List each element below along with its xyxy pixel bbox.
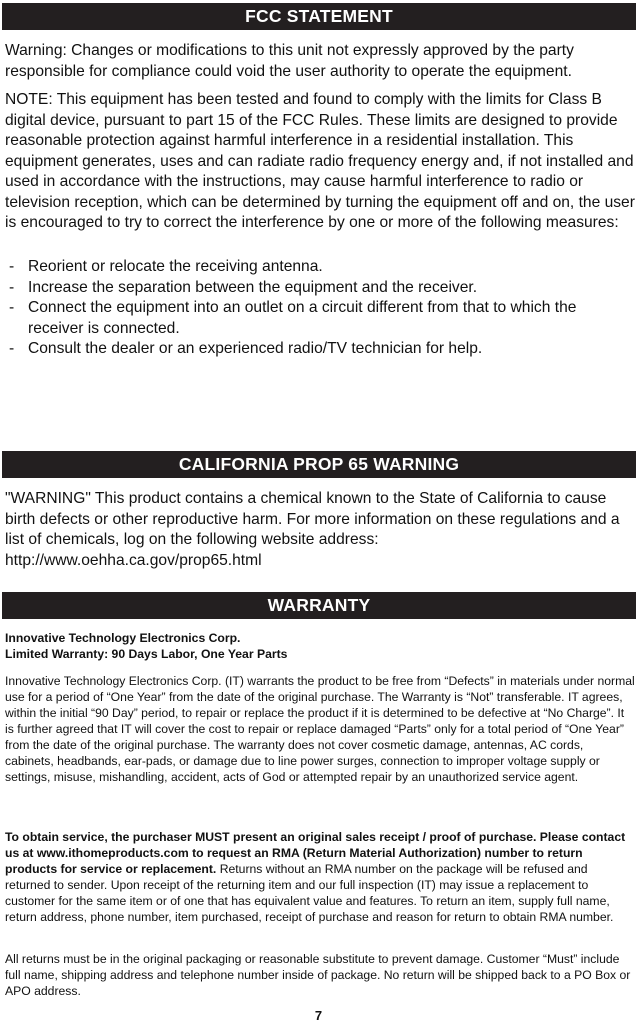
warranty-heading: WARRANTY [2, 592, 636, 619]
prop65-text: "WARNING" This product contains a chemical known to the State of California to cause birth defects or other reproductive harm. For more information on these regulations and a list of chemicals, log on the following website address: http://www.oehha.ca.gov/prop65.html [5, 490, 620, 569]
page-number: 7 [314, 1008, 323, 1023]
warranty-paragraph-3: All returns must be in the original packaging or reasonable substitute to prevent damage. Customer “Must” include full name, shipping address and telephone number inside of package. No return will be shipped back to a PO Box or APO address. [5, 952, 631, 998]
service-instructions: To obtain service, the purchaser MUST present an original sales receipt / proof of purchase. Please contact us at www.ithomeproducts.com to request an RMA (Return Material Authorization) number to return products for service or replacement. [5, 830, 626, 876]
company-name: Innovative Technology Electronics Corp. [5, 631, 241, 645]
prop65-heading: CALIFORNIA PROP 65 WARNING [2, 451, 636, 478]
bullet-dash: - [9, 340, 15, 357]
warranty-company [5, 630, 635, 662]
warranty-paragraph-2 [5, 829, 635, 925]
list-item [5, 257, 635, 278]
fcc-warning: Warning: Changes or modifications to this unit not expressly approved by the party responsible for compliance could void the user authority to operate the equipment. [5, 42, 574, 80]
bullet-dash: - [9, 278, 15, 296]
fcc-heading: FCC STATEMENT [2, 3, 636, 30]
warranty-paragraph-1: Innovative Technology Electronics Corp. (IT) warrants the product to be free from “Defects” in materials under normal use for a period of “One Year” from the date of the original purchase. The Warranty is “Not” transferable. IT agrees, within the initial “90 Day” period, to repair or replace the product if it is determined to be defective at “No Charge”. It is further agreed that IT will cover the cost to repair or replace damaged “Parts” only for a total period of “One Year” from the date of the original purchase. The warranty does not cover cosmetic damage, antennas, AC cords, cabinets, headbands, ear-pads, or damage due to line power surges, connection to improper voltage supply or settings, misuse, mishandling, accident, acts of God or attempted repair by an unauthorized service agent. [5, 674, 635, 784]
fcc-note: NOTE: This equipment has been tested and found to comply with the limits for Class B digital device, pursuant to part 15 of the FCC Rules. These limits are designed to provide reasonable protection against harmful interference in a residential installation. This equipment generates, uses and can radiate radio frequency energy and, if not installed and used in accordance with the instructions, may cause harmful interference to radio or television reception, which can be determined by turning the equipment off and on, the user is encouraged to try to correct the interference by one or more of the following measures: [5, 91, 635, 231]
list-item [5, 278, 635, 299]
measure-text: Consult the dealer or an experienced radio/TV technician for help. [28, 340, 483, 357]
return-policy: Returns without an RMA number on the package will be refused and returned to sender. Upon receipt of the returning item and our full inspection (IT) may issue a replacement to customer for the same item or of one that has equivalent value and features. To return an item, supply full name, return address, phone number, item purchased, receipt of purchase and reason for return to obtain RMA number. [5, 862, 614, 924]
measure-text: Increase the separation between the equipment and the receiver. [28, 278, 478, 296]
list-item [5, 298, 635, 339]
list-item [5, 339, 635, 360]
bullet-dash: - [9, 258, 15, 275]
measure-text: Connect the equipment into an outlet on a circuit different from that to which the receiver is connected. [28, 299, 577, 337]
measure-text: Reorient or relocate the receiving antenna. [28, 258, 323, 275]
bullet-dash: - [9, 299, 15, 316]
limited-warranty-terms: Limited Warranty: 90 Days Labor, One Year Parts [5, 647, 288, 661]
fcc-measures-list [5, 257, 635, 360]
